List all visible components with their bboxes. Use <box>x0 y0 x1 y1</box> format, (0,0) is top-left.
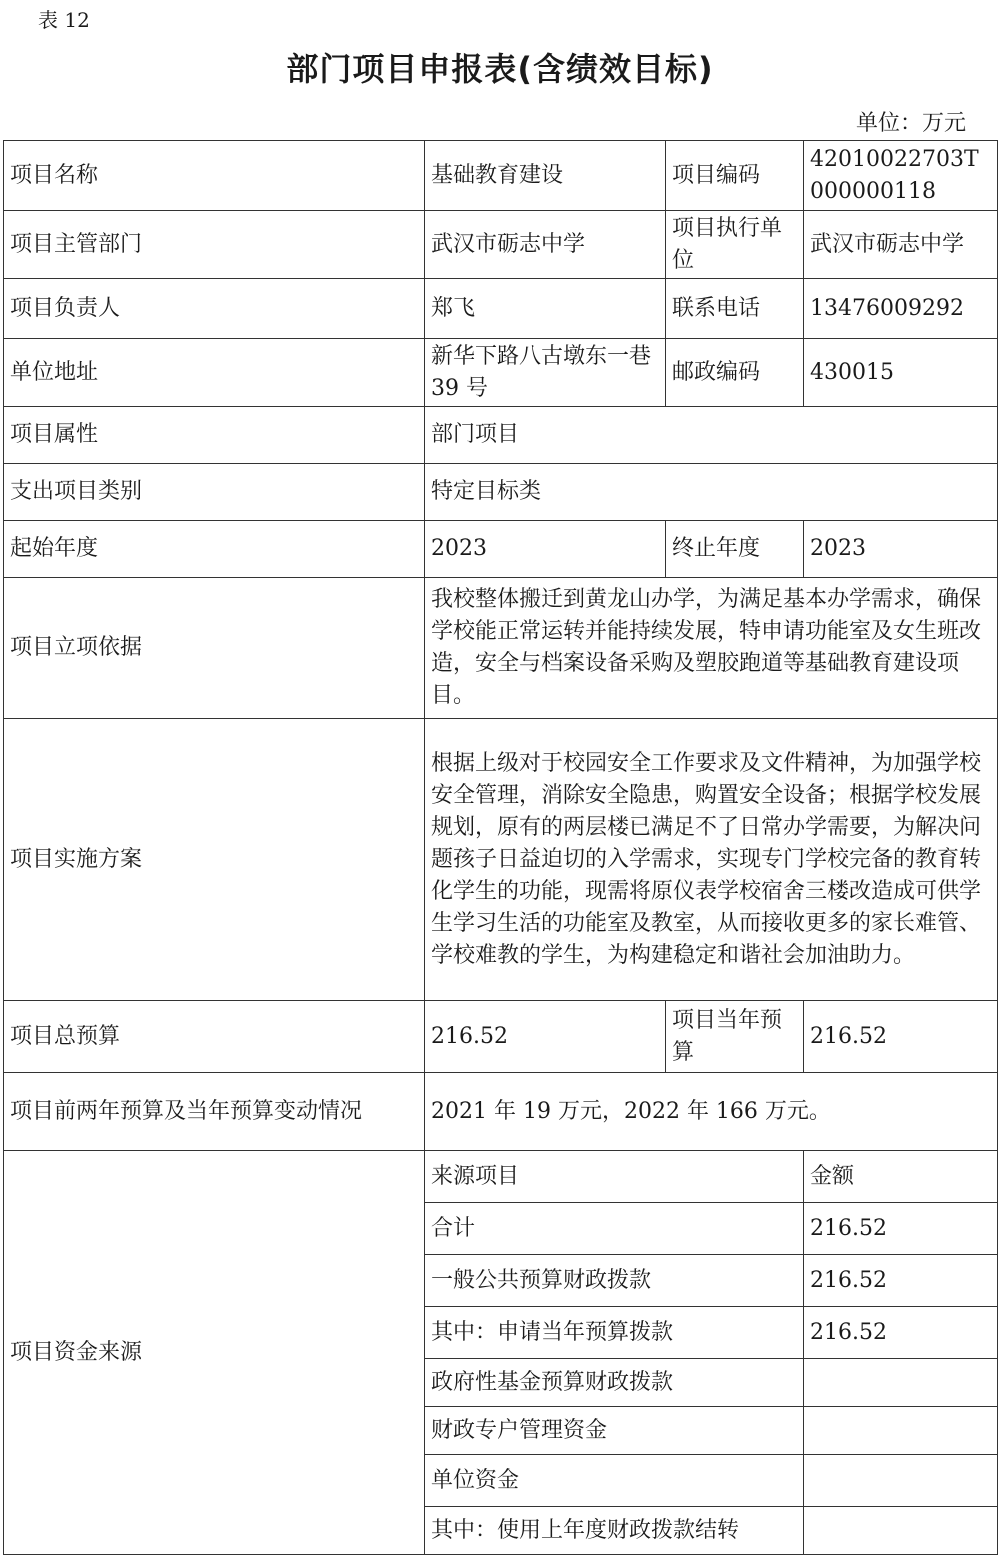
exec-unit-value: 武汉市砺志中学 <box>804 211 998 279</box>
attr-value: 部门项目 <box>425 407 998 464</box>
project-code-value: 42010022703T000000118 <box>804 141 998 211</box>
change-label: 项目前两年预算及当年预算变动情况 <box>4 1073 425 1151</box>
plan-value: 根据上级对于校园安全工作要求及文件精神，为加强学校安全管理，消除安全隐患，购置安全设备；根据学校发展规划，原有的两层楼已满足不了日常办学需要，为解决问题孩子日益迫切的入学需求，实现专门学校完备的教育转化学生的功能，现需将原仪表学校宿舍三楼改造成可供学生学习生活的功能室及教室，从而接收更多的家长难管、学校难教的学生，为构建稳定和谐社会加油助力。 <box>425 719 998 1001</box>
dept-label: 项目主管部门 <box>4 211 425 279</box>
address-label: 单位地址 <box>4 339 425 407</box>
funding-amount: 216.52 <box>804 1203 998 1255</box>
funding-amount <box>804 1407 998 1455</box>
table-row <box>4 339 998 407</box>
table-row <box>4 719 998 1001</box>
page-title: 部门项目申报表(含绩效目标) <box>286 50 714 88</box>
postcode-value: 430015 <box>804 339 998 407</box>
end-year-value: 2023 <box>804 521 998 578</box>
funding-source: 单位资金 <box>425 1455 804 1507</box>
funding-source: 政府性基金预算财政拨款 <box>425 1359 804 1407</box>
funding-source: 一般公共预算财政拨款 <box>425 1255 804 1307</box>
category-value: 特定目标类 <box>425 464 998 521</box>
table-row <box>4 141 998 211</box>
basis-label: 项目立项依据 <box>4 578 425 719</box>
total-budget-value: 216.52 <box>425 1001 666 1073</box>
dept-value: 武汉市砺志中学 <box>425 211 666 279</box>
funding-source: 合计 <box>425 1203 804 1255</box>
table-row <box>4 1001 998 1073</box>
project-name-label: 项目名称 <box>4 141 425 211</box>
funding-label: 项目资金来源 <box>4 1151 425 1555</box>
table-row <box>4 211 998 279</box>
table-number: 表 12 <box>38 8 90 32</box>
start-year-value: 2023 <box>425 521 666 578</box>
funding-amount: 216.52 <box>804 1255 998 1307</box>
leader-value: 郑飞 <box>425 279 666 339</box>
funding-amount: 216.52 <box>804 1307 998 1359</box>
table-row <box>4 407 998 464</box>
postcode-label: 邮政编码 <box>666 339 804 407</box>
table-row <box>4 464 998 521</box>
funding-amount <box>804 1507 998 1555</box>
funding-source: 财政专户管理资金 <box>425 1407 804 1455</box>
plan-label: 项目实施方案 <box>4 719 425 1001</box>
project-application-table <box>3 140 998 1555</box>
year-budget-value: 216.52 <box>804 1001 998 1073</box>
end-year-label: 终止年度 <box>666 521 804 578</box>
funding-amount <box>804 1455 998 1507</box>
basis-value: 我校整体搬迁到黄龙山办学，为满足基本办学需求，确保学校能正常运转并能持续发展，特申请功能室及女生班改造，安全与档案设备采购及塑胶跑道等基础教育建设项目。 <box>425 578 998 719</box>
table-row <box>4 1073 998 1151</box>
table-row <box>4 1151 998 1203</box>
leader-label: 项目负责人 <box>4 279 425 339</box>
start-year-label: 起始年度 <box>4 521 425 578</box>
unit-label: 单位：万元 <box>855 111 966 136</box>
total-budget-label: 项目总预算 <box>4 1001 425 1073</box>
funding-col-amount: 金额 <box>804 1151 998 1203</box>
category-label: 支出项目类别 <box>4 464 425 521</box>
table-row <box>4 578 998 719</box>
funding-source: 其中：申请当年预算拨款 <box>425 1307 804 1359</box>
funding-source: 其中：使用上年度财政拨款结转 <box>425 1507 804 1555</box>
change-value: 2021 年 19 万元，2022 年 166 万元。 <box>425 1073 998 1151</box>
funding-amount <box>804 1359 998 1407</box>
phone-value: 13476009292 <box>804 279 998 339</box>
project-name-value: 基础教育建设 <box>425 141 666 211</box>
address-value: 新华下路八古墩东一巷 39 号 <box>425 339 666 407</box>
attr-label: 项目属性 <box>4 407 425 464</box>
exec-unit-label: 项目执行单位 <box>666 211 804 279</box>
year-budget-label: 项目当年预算 <box>666 1001 804 1073</box>
phone-label: 联系电话 <box>666 279 804 339</box>
funding-col-source: 来源项目 <box>425 1151 804 1203</box>
table-row <box>4 279 998 339</box>
table-row <box>4 521 998 578</box>
project-code-label: 项目编码 <box>666 141 804 211</box>
